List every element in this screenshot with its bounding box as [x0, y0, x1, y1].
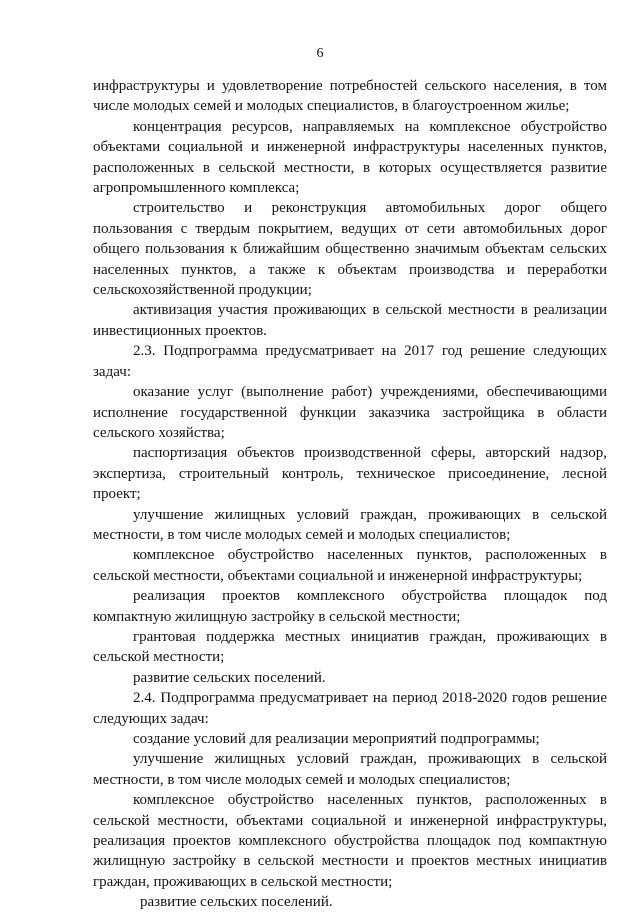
paragraph-grant-support: грантовая поддержка местных инициатив граждан, проживающих в сельской местности;: [93, 628, 607, 666]
paragraph-housing-improvement-2018: улучшение жилищных условий граждан, проживающих в сельской местности, в том числе молодых семей и молодых специалистов;: [93, 751, 607, 788]
paragraph-rural-settlements-2018: развитие сельских поселений.: [140, 894, 333, 911]
paragraph-compact-housing-projects: реализация проектов комплексного обустройства площадок под компактную жилищную застройку в сельской местности;: [93, 588, 607, 625]
document-body: [93, 76, 607, 913]
paragraph-investment-activation: активизация участия проживающих в сельской местности в реализации инвестиционных проектов.: [93, 302, 607, 339]
paragraph-section-2-4: 2.4. Подпрограмма предусматривает на период 2018-2020 годов решение следующих задач:: [93, 690, 607, 727]
paragraph-services-provision: оказание услуг (выполнение работ) учреждениями, обеспечивающими исполнение государственной функции заказчика застройщика в области сельского хозяйства;: [93, 384, 607, 441]
paragraph-rural-settlements-2017: развитие сельских поселений.: [133, 669, 326, 686]
page-number: 6: [316, 46, 324, 61]
paragraph-housing-improvement-2017: улучшение жилищных условий граждан, проживающих в сельской местности, в том числе молодых семей и молодых специалистов;: [93, 506, 607, 543]
paragraph-road-construction: строительство и реконструкция автомобильных дорог общего пользования с твердым покрытием, ведущих от сети автомобильных дорог общего пользования к ближайшим общественно значимым объектам сельских населенных пунктов, а также к объектам производства и переработки сельскохозяйственной продукции;: [93, 200, 607, 299]
paragraph-settlement-development-2018: комплексное обустройство населенных пунктов, расположенных в сельской местности, объектами социальной и инженерной инфраструктуры, реализация проектов комплексного обустройства площадок под компактную жилищную застройку в сельской местности и проектов местных инициатив граждан, проживающих в сельской местности;: [93, 792, 607, 890]
paragraph-certification: паспортизация объектов производственной сферы, авторский надзор, экспертиза, строительный контроль, техническое присоединение, лесной проект;: [93, 445, 607, 503]
paragraph-continuation: инфраструктуры и удовлетворение потребностей сельского населения, в том числе молодых семей и молодых специалистов, в благоустроенном жилье;: [93, 78, 607, 115]
paragraph-concentration-of-resources: концентрация ресурсов, направляемых на комплексное обустройство объектами социальной и инженерной инфраструктуры населенных пунктов, расположенных в сельской местности, в которых осуществляется развитие агропромышленного комплекса;: [93, 118, 607, 197]
paragraph-settlement-development-2017: комплексное обустройство населенных пунктов, расположенных в сельской местности, объектами социальной и инженерной инфраструктуры;: [93, 547, 607, 584]
paragraph-section-2-3: 2.3. Подпрограмма предусматривает на 2017 год решение следующих задач:: [93, 343, 607, 380]
paragraph-conditions-creation: создание условий для реализации мероприятий подпрограммы;: [133, 731, 540, 747]
